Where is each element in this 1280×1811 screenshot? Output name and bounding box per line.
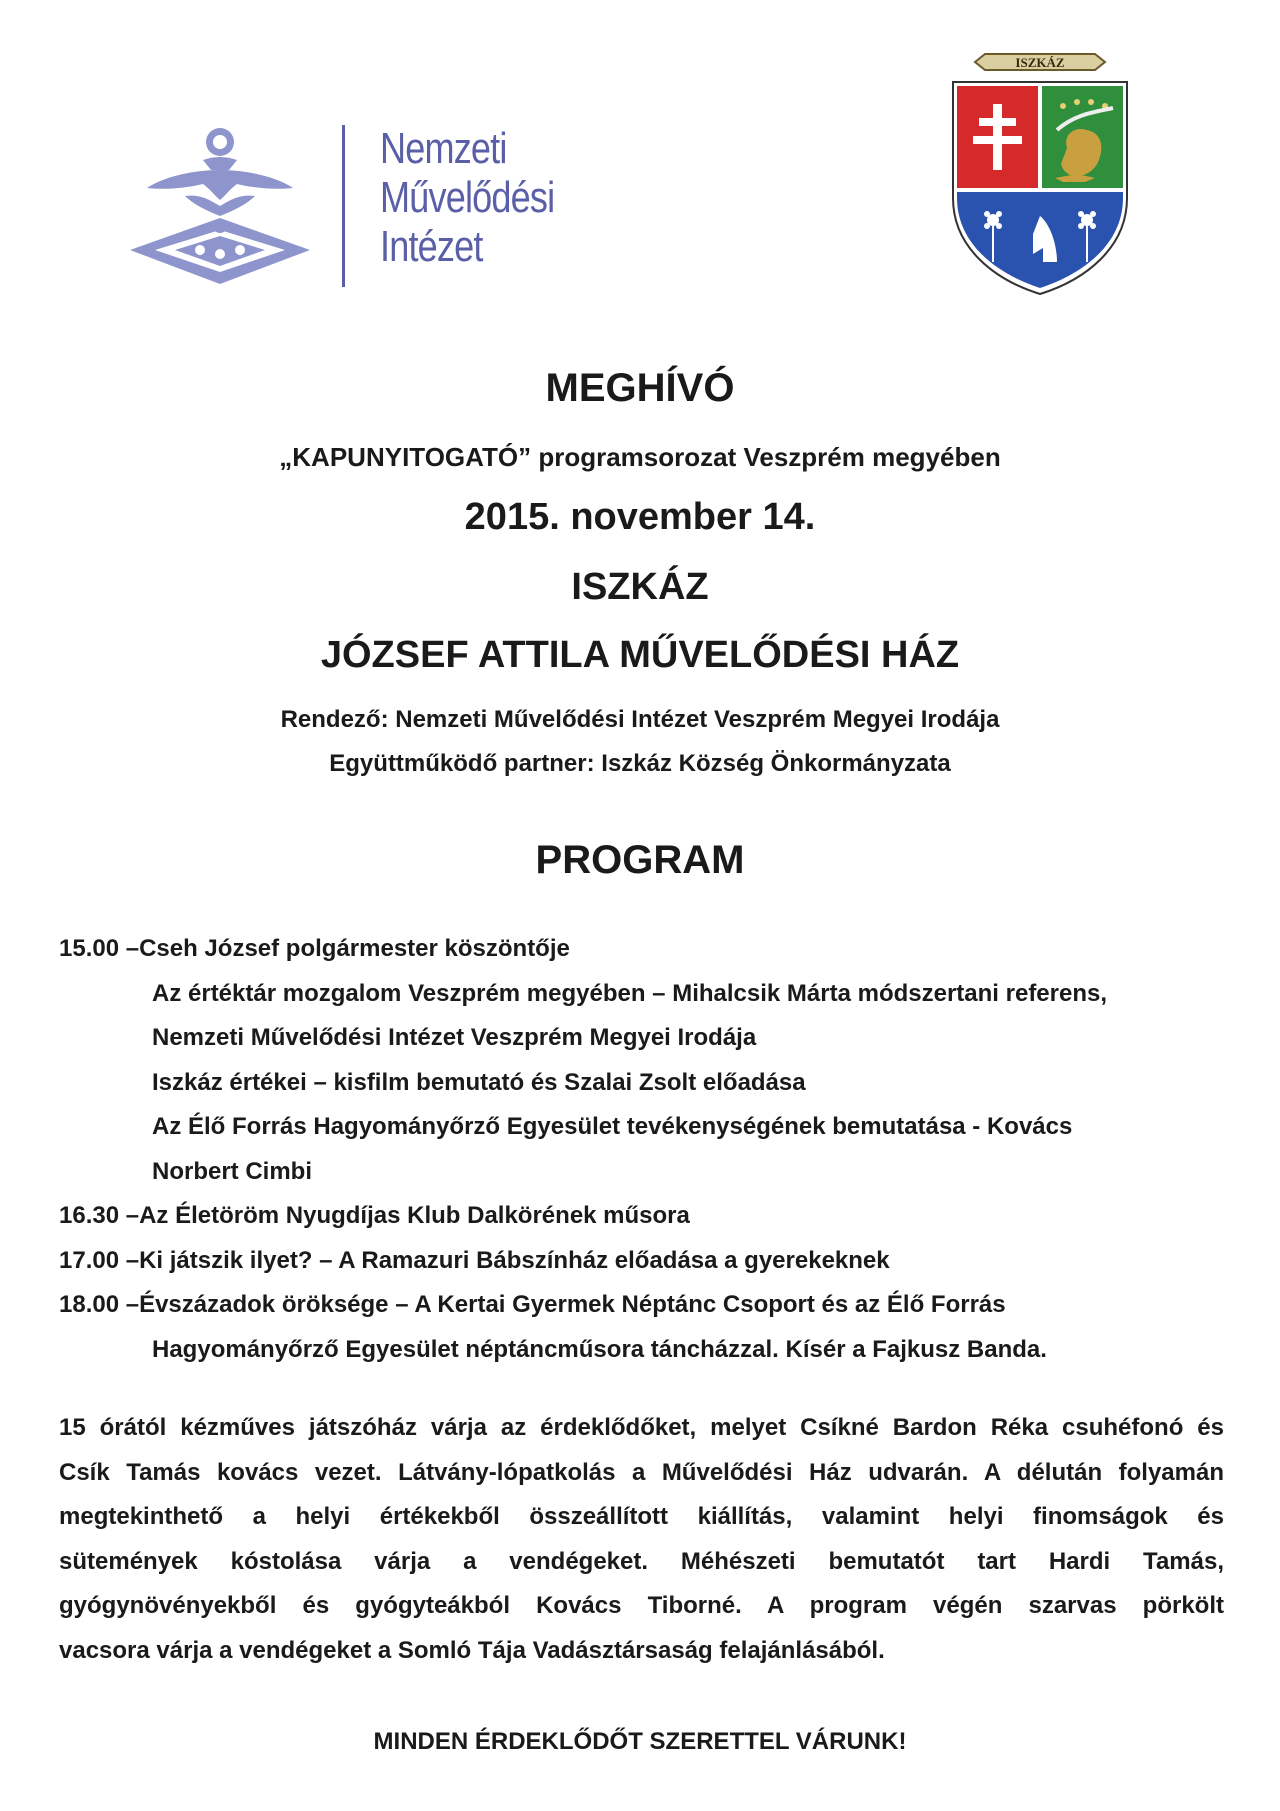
program-list (59, 927, 1229, 1372)
program-row (59, 1105, 1229, 1150)
program-title: PROGRAM (535, 838, 745, 882)
iszkaz-coat-of-arms-icon (945, 48, 1135, 298)
program-row (59, 1194, 1229, 1239)
description-line: vacsora várja a vendégeket a Somló Tája Vadásztársaság felajánlásából. (59, 1636, 885, 1664)
program-text: Iszkáz értékei – kisfilm bemutató és Szalai Zsolt előadása (152, 1068, 806, 1096)
event-place: ISZKÁZ (571, 566, 709, 608)
program-row (59, 1016, 1229, 1061)
partner-line: Együttműködő partner: Iszkáz Község Önkormányzata (329, 750, 951, 777)
description-line: gyógynövényekből és gyógyteákból Kovács Tiborné. A program végén szarvas pörkölt (59, 1592, 1224, 1619)
program-text: Az értéktár mozgalom Veszprém megyében – Mihalcsik Márta módszertani referens, (152, 979, 1108, 1007)
nmi-emblem-icon (125, 126, 315, 286)
nmi-divider (342, 125, 345, 287)
program-row (59, 927, 1229, 972)
program-text: Évszázadok öröksége – A Kertai Gyermek Néptánc Csoport és az Élő Forrás (139, 1291, 1006, 1318)
program-row (59, 1328, 1229, 1373)
program-time: 16.30 – (59, 1202, 140, 1229)
closing-line: MINDEN ÉRDEKLŐDŐT SZERETTEL VÁRUNK! (373, 1728, 907, 1755)
program-text: Az Élő Forrás Hagyományőrző Egyesület tevékenységének bemutatása - Kovács (152, 1113, 1073, 1140)
program-text: Cseh József polgármester köszöntője (139, 935, 570, 962)
program-text: Norbert Cimbi (152, 1157, 313, 1185)
organizer-line: Rendező: Nemzeti Művelődési Intézet Veszprém Megyei Irodája (280, 706, 1000, 733)
series-subtitle: „KAPUNYITOGATÓ” programsorozat Veszprém megyében (279, 442, 1001, 472)
program-time: 15.00 – (59, 935, 140, 962)
nmi-line: Nemzeti (380, 124, 507, 173)
description-line: Csík Tamás kovács vezet. Látvány-lópatkolás a Művelődési Ház udvarán. A délután folyamán (59, 1458, 1224, 1486)
nmi-wordmark (380, 124, 554, 271)
description-line: 15 órától kézműves játszóház várja az érdeklődőket, melyet Csíkné Bardon Réka csuhéfonó és (59, 1414, 1224, 1441)
nmi-line: Művelődési (380, 173, 555, 222)
program-row (59, 1239, 1229, 1284)
program-time: 17.00 – (59, 1246, 140, 1274)
crest-banner-text: ISZKÁZ (1015, 55, 1065, 70)
program-text: Ki játszik ilyet? – A Ramazuri Bábszínház előadása a gyerekeknek (139, 1246, 890, 1274)
program-time: 18.00 – (59, 1291, 140, 1318)
program-row (59, 1061, 1229, 1106)
nmi-line: Intézet (380, 222, 483, 271)
program-text: Hagyományőrző Egyesület néptáncműsora táncházzal. Kísér a Fajkusz Banda. (152, 1335, 1047, 1363)
program-text: Nemzeti Művelődési Intézet Veszprém Megyei Irodája (152, 1024, 757, 1051)
event-date: 2015. november 14. (464, 496, 816, 538)
description-line: megtekinthető a helyi értékekből összeállított kiállítás, valamint helyi finomságok és (59, 1503, 1224, 1530)
program-text: Az Életöröm Nyugdíjas Klub Dalkörének műsora (139, 1202, 690, 1229)
event-venue: JÓZSEF ATTILA MŰVELŐDÉSI HÁZ (320, 634, 960, 676)
nmi-logo (125, 120, 555, 290)
description-line: sütemények kóstolása várja a vendégeket. Méhészeti bemutatót tart Hardi Tamás, (59, 1547, 1224, 1575)
invitation-title: MEGHÍVÓ (545, 366, 735, 410)
program-row (59, 1283, 1229, 1328)
program-row (59, 972, 1229, 1017)
description-paragraph (59, 1406, 1224, 1673)
program-row (59, 1150, 1229, 1195)
